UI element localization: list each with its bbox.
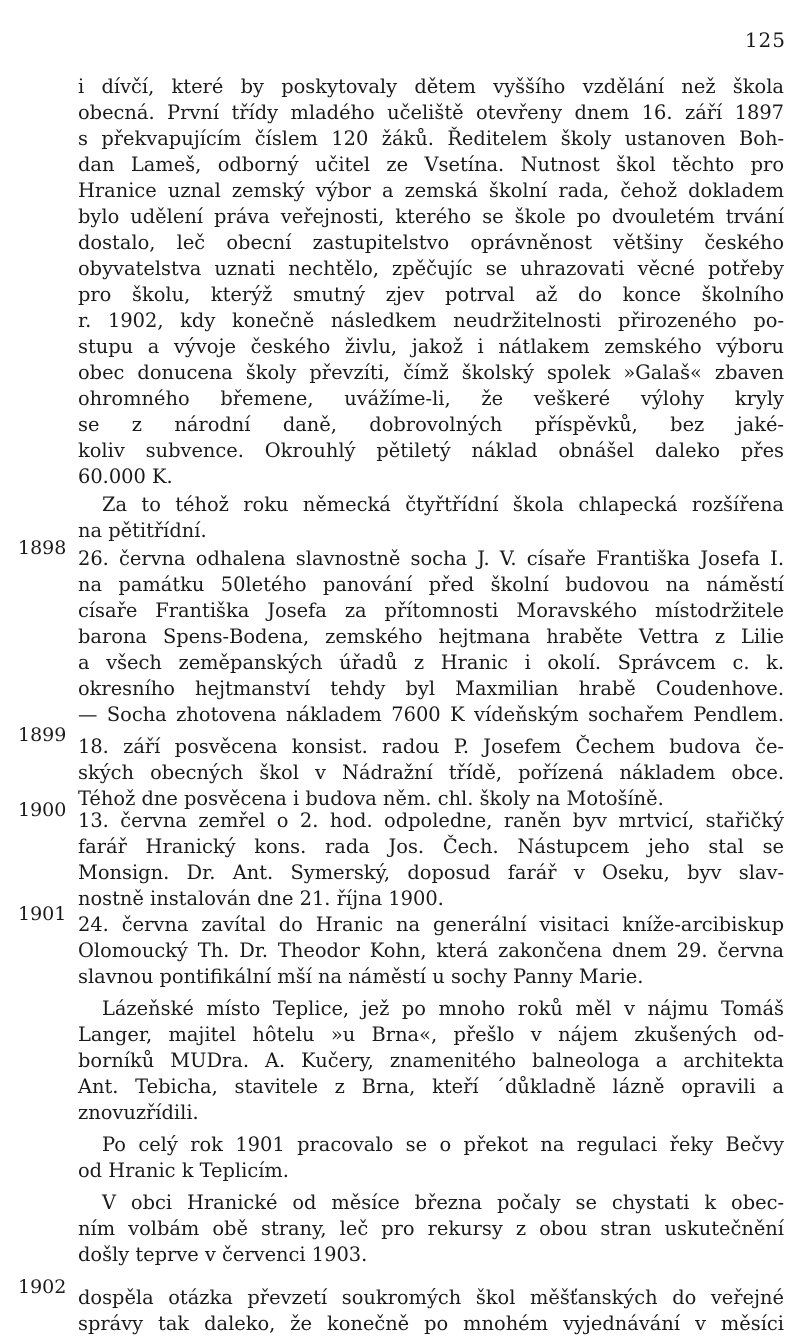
text-line: Monsign. Dr. Ant. Symerský, doposud farář v Oseku, byv slav-: [78, 861, 784, 884]
text-line: stupu a vývoje českého živlu, jakož i nátlakem zemského výboru: [78, 335, 784, 358]
text-line: Po celý rok 1901 pracovalo se o překot na regulaci řeky Bečvy: [102, 1133, 784, 1156]
margin-year-1902: 1902: [18, 1276, 67, 1298]
text-line: znovuzřídili.: [78, 1101, 199, 1124]
text-line: 24. června zavítal do Hranic na generální visitaci kníže-arcibiskup: [78, 913, 784, 936]
text-line: se z národní daně, dobrovolných příspěvků, bez jaké-: [78, 413, 784, 436]
text-line: Téhož dne posvěcena i budova něm. chl. školy na Motošíně.: [78, 787, 664, 810]
text-line: 26. června odhalena slavnostně socha J. V. císaře Františka Josefa I.: [78, 547, 784, 570]
text-line: a všech zeměpanských úřadů z Hranic i okolí. Správcem c. k.: [78, 651, 784, 674]
text-line: dan Lameš, odborný učitel ze Vsetína. Nutnost škol těchto pro: [78, 153, 784, 176]
margin-year-1901: 1901: [18, 903, 67, 925]
text-line: Ant. Tebicha, stavitele z Brna, kteří ´důkladně lázně opravili a: [78, 1075, 784, 1098]
text-line: — Socha zhotovena nákladem 7600 K vídeňským sochařem Pendlem.: [78, 703, 784, 726]
text-line: V obci Hranické od měsíce března počaly se chystati k obec-: [102, 1191, 784, 1214]
margin-year-1898: 1898: [18, 537, 67, 559]
text-line: 60.000 K.: [78, 465, 173, 488]
text-line: na památku 50letého panování před školní budovou na náměstí: [78, 573, 784, 596]
text-line: nostně instalován dne 21. října 1900.: [78, 887, 444, 910]
text-line: Lázeňské místo Teplice, jež po mnoho roků měl v nájmu Tomáš: [102, 997, 784, 1020]
text-line: ských obecných škol v Nádražní třídě, pořízená nákladem obce.: [78, 761, 784, 784]
text-line: dostalo, leč obecní zastupitelstvo oprávněnost většiny českého: [78, 231, 784, 254]
text-line: r. 1902, kdy konečně následkem neudržitelnosti přirozeného po-: [78, 309, 784, 332]
text-line: 18. září posvěcena konsist. radou P. Josefem Čechem budova če-: [78, 735, 784, 758]
text-line: došly teprve v červenci 1903.: [78, 1243, 368, 1266]
text-line: farář Hranický kons. rada Jos. Čech. Nástupcem jeho stal se: [78, 835, 784, 858]
page-number: 125: [744, 28, 786, 52]
margin-year-1900: 1900: [18, 799, 67, 821]
text-line: Hranice uznal zemský výbor a zemská školní rada, čehož dokladem: [78, 179, 784, 202]
text-line: obecná. První třídy mladého učeliště otevřeny dnem 16. září 1897: [78, 101, 784, 124]
margin-year-1899: 1899: [18, 724, 67, 746]
text-line: Langer, majitel hôtelu »u Brna«, přešlo v nájem zkušených od-: [78, 1023, 784, 1046]
text-line: koliv subvence. Okrouhlý pětiletý náklad obnášel daleko přes: [78, 439, 784, 462]
text-line: Olomoucký Th. Dr. Theodor Kohn, která zakončena dnem 29. června: [78, 939, 784, 962]
text-line: ohromného břemene, uvážíme-li, že veškeré výlohy kryly: [78, 387, 784, 410]
text-line: barona Spens-Bodena, zemského hejtmana hraběte Vettra z Lilie: [78, 625, 784, 648]
text-line: borníků MUDra. A. Kučery, znamenitého balneologa a architekta: [78, 1049, 784, 1072]
text-line: slavnou pontifikální mší na náměstí u sochy Panny Marie.: [78, 965, 644, 988]
text-line: i dívčí, které by poskytovaly dětem vyššího vzdělání než škola: [78, 75, 784, 98]
text-line: 13. června zemřel o 2. hod. odpoledne, raněn byv mrtvicí, stařičký: [78, 809, 784, 832]
text-line: s překvapujícím číslem 120 žáků. Ředitelem školy ustanoven Boh-: [78, 127, 784, 150]
text-line: obec donucena školy převzíti, čímž školský spolek »Galaš« zbaven: [78, 361, 784, 384]
text-line: správy tak daleko, že konečně po mnohém vyjednávání v měsíci: [78, 1312, 784, 1335]
text-line: dospěla otázka převzetí soukromých škol měšťanských do veřejné: [78, 1286, 784, 1309]
text-line: na pětitřídní.: [78, 519, 207, 542]
text-line: ním volbám obě strany, leč pro rekursy z obou stran uskutečnění: [78, 1217, 784, 1240]
text-line: pro školu, kterýž smutný zjev potrval až do konce školního: [78, 283, 784, 306]
text-line: císaře Františka Josefa za přítomnosti Moravského místodržitele: [78, 599, 784, 622]
text-line: okresního hejtmanství tehdy byl Maxmilian hrabě Coudenhove.: [78, 677, 784, 700]
text-line: od Hranic k Teplicím.: [78, 1159, 289, 1182]
text-line: Za to téhož roku německá čtyřtřídní škola chlapecká rozšířena: [102, 493, 784, 516]
text-line: obyvatelstva uznati nechtělo, zpěčujíc se uhrazovati věcné potřeby: [78, 257, 784, 280]
text-line: bylo udělení práva veřejnosti, kterého se škole po dvouletém trvání: [78, 205, 784, 228]
